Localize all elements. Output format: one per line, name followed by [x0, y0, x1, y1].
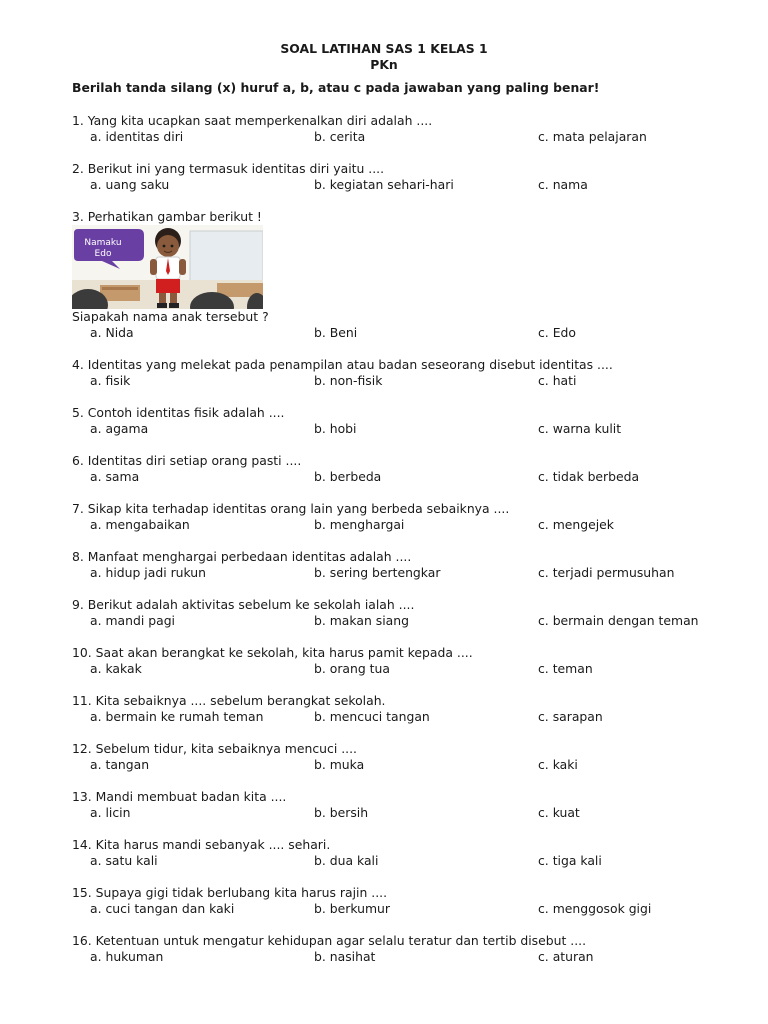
- option-b: b. non-fisik: [314, 373, 383, 388]
- question-4: [72, 357, 732, 389]
- question-3-followup: Siapakah nama anak tersebut ?: [72, 309, 269, 324]
- question-13: [72, 789, 732, 821]
- question-10: [72, 645, 732, 677]
- option-c: c. Edo: [538, 325, 576, 340]
- document-subject: PKn: [370, 57, 398, 72]
- option-a: a. cuci tangan dan kaki: [90, 901, 235, 916]
- option-c: c. warna kulit: [538, 421, 622, 436]
- option-a: a. tangan: [90, 757, 150, 772]
- classroom-illustration: [72, 225, 263, 309]
- question-6: [72, 453, 732, 485]
- question-stem: 10. Saat akan berangkat ke sekolah, kita harus pamit kepada ....: [72, 645, 473, 660]
- option-a: a. hukuman: [90, 949, 164, 964]
- option-b: b. dua kali: [314, 853, 379, 868]
- option-c: c. tiga kali: [538, 853, 602, 868]
- option-c: c. bermain dengan teman: [538, 613, 699, 628]
- option-b: b. nasihat: [314, 949, 376, 964]
- option-a: a. identitas diri: [90, 129, 184, 144]
- option-a: a. sama: [90, 469, 140, 484]
- question-stem: 1. Yang kita ucapkan saat memperkenalkan diri adalah ....: [72, 113, 433, 128]
- option-b: b. berbeda: [314, 469, 382, 484]
- option-a: a. mengabaikan: [90, 517, 190, 532]
- question-3: [72, 209, 732, 225]
- option-c: c. mata pelajaran: [538, 129, 647, 144]
- option-a: a. licin: [90, 805, 131, 820]
- question-8: [72, 549, 732, 581]
- question-stem: 12. Sebelum tidur, kita sebaiknya mencuci ....: [72, 741, 357, 756]
- question-stem: 2. Berikut ini yang termasuk identitas diri yaitu ....: [72, 161, 385, 176]
- question-stem: 14. Kita harus mandi sebanyak .... sehari.: [72, 837, 331, 852]
- option-b: b. muka: [314, 757, 365, 772]
- option-b: b. orang tua: [314, 661, 390, 676]
- question-stem: 4. Identitas yang melekat pada penampilan atau badan seseorang disebut identitas ....: [72, 357, 613, 372]
- option-b: b. bersih: [314, 805, 369, 820]
- question-1: [72, 113, 732, 145]
- option-c: c. menggosok gigi: [538, 901, 652, 916]
- question-5: [72, 405, 732, 437]
- option-b: b. hobi: [314, 421, 357, 436]
- question-15: [72, 885, 732, 917]
- question-7: [72, 501, 732, 533]
- option-c: c. sarapan: [538, 709, 603, 724]
- option-b: b. cerita: [314, 129, 366, 144]
- question-stem: 5. Contoh identitas fisik adalah ....: [72, 405, 285, 420]
- option-b: b. menghargai: [314, 517, 405, 532]
- option-b: b. kegiatan sehari-hari: [314, 177, 454, 192]
- question-stem: 13. Mandi membuat badan kita ....: [72, 789, 287, 804]
- option-b: b. mencuci tangan: [314, 709, 430, 724]
- question-16: [72, 933, 732, 965]
- question-12: [72, 741, 732, 773]
- option-b: b. Beni: [314, 325, 358, 340]
- speech-bubble-text: Edo: [94, 249, 112, 259]
- option-b: b. berkumur: [314, 901, 390, 916]
- question-9: [72, 597, 732, 629]
- option-a: a. kakak: [90, 661, 142, 676]
- option-c: c. tidak berbeda: [538, 469, 640, 484]
- option-c: c. hati: [538, 373, 577, 388]
- option-c: c. terjadi permusuhan: [538, 565, 675, 580]
- option-a: a. agama: [90, 421, 149, 436]
- question-14: [72, 837, 732, 869]
- option-c: c. aturan: [538, 949, 594, 964]
- question-stem: 16. Ketentuan untuk mengatur kehidupan agar selalu teratur dan tertib disebut ....: [72, 933, 587, 948]
- question-11: [72, 693, 732, 725]
- option-c: c. mengejek: [538, 517, 614, 532]
- question-2: [72, 161, 732, 193]
- instruction-text: Berilah tanda silang (x) huruf a, b, atau c pada jawaban yang paling benar!: [72, 80, 600, 95]
- option-c: c. nama: [538, 177, 588, 192]
- question-stem: 9. Berikut adalah aktivitas sebelum ke sekolah ialah ....: [72, 597, 415, 612]
- option-a: a. mandi pagi: [90, 613, 175, 628]
- question-stem: 6. Identitas diri setiap orang pasti ....: [72, 453, 302, 468]
- option-a: a. hidup jadi rukun: [90, 565, 207, 580]
- question-stem: 15. Supaya gigi tidak berlubang kita harus rajin ....: [72, 885, 388, 900]
- option-a: a. bermain ke rumah teman: [90, 709, 264, 724]
- question-stem: 8. Manfaat menghargai perbedaan identitas adalah ....: [72, 549, 412, 564]
- option-b: b. makan siang: [314, 613, 409, 628]
- option-c: c. kuat: [538, 805, 580, 820]
- question-stem: 11. Kita sebaiknya .... sebelum berangkat sekolah.: [72, 693, 386, 708]
- question-stem: 7. Sikap kita terhadap identitas orang lain yang berbeda sebaiknya ....: [72, 501, 510, 516]
- option-a: a. uang saku: [90, 177, 170, 192]
- speech-bubble-text: Namaku: [84, 238, 122, 248]
- document-title: SOAL LATIHAN SAS 1 KELAS 1: [280, 41, 488, 56]
- option-a: a. fisik: [90, 373, 131, 388]
- option-a: a. satu kali: [90, 853, 158, 868]
- option-c: c. teman: [538, 661, 593, 676]
- option-a: a. Nida: [90, 325, 134, 340]
- option-c: c. kaki: [538, 757, 578, 772]
- question-3-options: [72, 325, 732, 341]
- question-stem: 3. Perhatikan gambar berikut !: [72, 209, 262, 224]
- option-b: b. sering bertengkar: [314, 565, 441, 580]
